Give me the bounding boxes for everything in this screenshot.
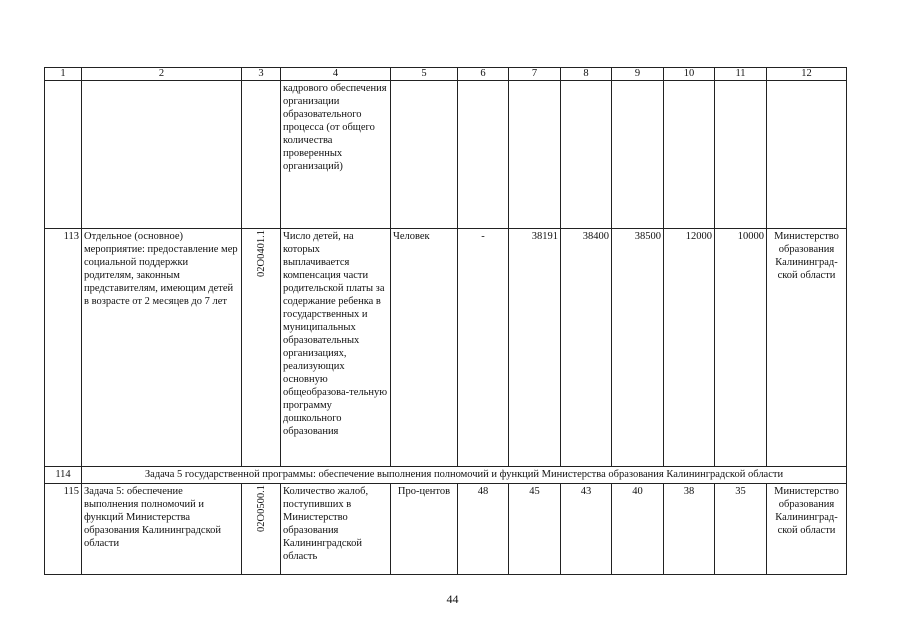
table-row-115 xyxy=(45,484,847,575)
code-text: 02О0500.1 xyxy=(255,485,267,532)
header-cell: 7 xyxy=(509,68,561,81)
cell-executor: Министерство образования Калининград-ской области xyxy=(767,229,847,467)
cell-c8: 43 xyxy=(561,484,612,575)
header-cell: 1 xyxy=(45,68,82,81)
cell-num: 115 xyxy=(45,484,82,575)
cell-unit: Про-центов xyxy=(391,484,458,575)
cell-event xyxy=(82,81,242,229)
cell-c7: 45 xyxy=(509,484,561,575)
header-cell: 3 xyxy=(242,68,281,81)
cell-c11: 35 xyxy=(715,484,767,575)
header-cell: 11 xyxy=(715,68,767,81)
cell-event: Отдельное (основное) мероприятие: предоставление мер социальной поддержки родителям, законным представителям, имеющим детей в возрасте от 2 месяцев до 7 лет xyxy=(82,229,242,467)
header-cell: 8 xyxy=(561,68,612,81)
cell-indicator: кадрового обеспечения организации образовательного процесса (от общего количества проверенных организаций) xyxy=(281,81,391,229)
cell-c11 xyxy=(715,81,767,229)
cell-indicator: Количество жалоб, поступивших в Министерство образования Калининградской область xyxy=(281,484,391,575)
header-cell: 5 xyxy=(391,68,458,81)
header-cell: 4 xyxy=(281,68,391,81)
cell-c6: - xyxy=(458,229,509,467)
cell-executor xyxy=(767,81,847,229)
header-cell: 2 xyxy=(82,68,242,81)
cell-task-heading: Задача 5 государственной программы: обеспечение выполнения полномочий и функций Министерства образования Калининградской области xyxy=(82,467,847,484)
cell-indicator: Число детей, на которых выплачивается компенсация части родительской платы за содержание ребенка в государственных и муниципальных образовательных организациях, реализующих основную общеобразова-тельную программу дошкольного образования xyxy=(281,229,391,467)
cell-num: 113 xyxy=(45,229,82,467)
table-row-continued xyxy=(45,81,847,229)
cell-c9 xyxy=(612,81,664,229)
header-cell: 9 xyxy=(612,68,664,81)
cell-c6 xyxy=(458,81,509,229)
cell-c10: 38 xyxy=(664,484,715,575)
table-row-113 xyxy=(45,229,847,467)
cell-unit xyxy=(391,81,458,229)
page-number: 44 xyxy=(446,592,459,606)
header-cell: 6 xyxy=(458,68,509,81)
cell-code xyxy=(242,484,281,575)
cell-executor: Министерство образования Калининград-ской области xyxy=(767,484,847,575)
cell-num xyxy=(45,81,82,229)
cell-code xyxy=(242,229,281,467)
cell-num: 114 xyxy=(45,467,82,484)
cell-c8 xyxy=(561,81,612,229)
header-cell: 12 xyxy=(767,68,847,81)
cell-c8: 38400 xyxy=(561,229,612,467)
cell-c11: 10000 xyxy=(715,229,767,467)
header-cell: 10 xyxy=(664,68,715,81)
table-row-114 xyxy=(45,467,847,484)
cell-c9: 40 xyxy=(612,484,664,575)
cell-event: Задача 5: обеспечение выполнения полномочий и функций Министерства образования Калининградской области xyxy=(82,484,242,575)
header-row xyxy=(45,68,847,81)
cell-c6: 48 xyxy=(458,484,509,575)
program-table xyxy=(44,67,847,575)
cell-unit: Человек xyxy=(391,229,458,467)
cell-c9: 38500 xyxy=(612,229,664,467)
code-text: 02О0401.1 xyxy=(255,230,267,277)
cell-code xyxy=(242,81,281,229)
cell-c7: 38191 xyxy=(509,229,561,467)
cell-c7 xyxy=(509,81,561,229)
cell-c10 xyxy=(664,81,715,229)
cell-c10: 12000 xyxy=(664,229,715,467)
